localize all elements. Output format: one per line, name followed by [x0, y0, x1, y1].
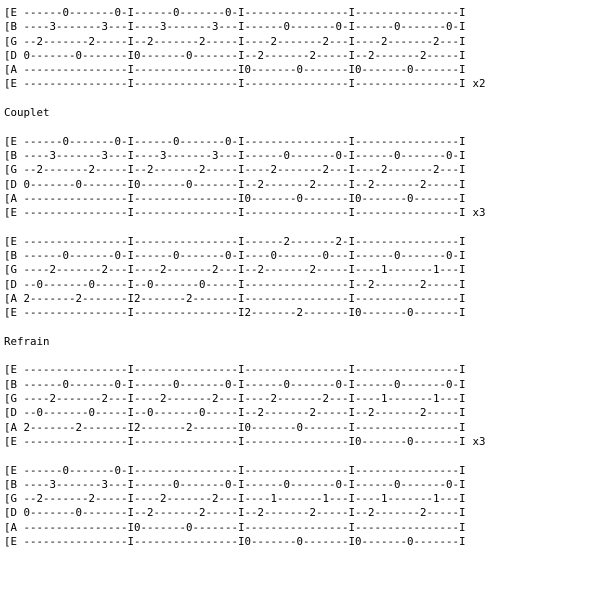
tab-string-text: [A ----------------I----------------I0-------0-------I0-------0-------I: [4, 191, 466, 205]
tab-staff: [4, 464, 486, 550]
tab-string-text: [A 2-------2-------I2-------2-------I----------------I----------------I: [4, 291, 466, 305]
tab-string-text: [E ----------------I----------------I----------------I----------------I: [4, 206, 466, 220]
tab-string-line: [4, 292, 486, 306]
repeat-marker: x3: [472, 206, 486, 220]
tab-string-text: [G --2-------2-----I--2-------2-----I----2-------2---I----2-------2---I: [4, 34, 466, 48]
tab-string-text: [D 0-------0-------I0-------0-------I--2-------2-----I--2-------2-----I: [4, 177, 466, 191]
tab-string-line: [4, 363, 486, 377]
tab-string-text: [D 0-------0-------I0-------0-------I--2-------2-----I--2-------2-----I: [4, 48, 466, 62]
tab-string-line: [4, 435, 486, 449]
tab-string-line: [4, 464, 486, 478]
tab-string-line: [4, 49, 486, 63]
tab-string-text: [D --0-------0-----I--0-------0-----I--2-------2-----I--2-------2-----I: [4, 406, 466, 420]
tab-string-text: [B ----3-------3---I----3-------3---I------0-------0-I------0-------0-I: [4, 20, 466, 34]
tab-string-text: [A ----------------I----------------I0-------0-------I0-------0-------I: [4, 63, 466, 77]
blank-line: [4, 449, 486, 463]
tab-string-text: [E ----------------I----------------I0-------0-------I0-------0-------I: [4, 534, 466, 548]
tab-string-text: [G ----2-------2---I----2-------2---I----2-------2---I----1-------1---I: [4, 392, 466, 406]
tab-string-text: [E ----------------I----------------I----------------I----------------I: [4, 363, 466, 377]
tab-string-line: [4, 421, 486, 435]
tab-string-text: [A 2-------2-------I2-------2-------I0-------0-------I----------------I: [4, 420, 466, 434]
tab-string-text: [B ----3-------3---I------0-------0-I------0-------0-I------0-------0-I: [4, 477, 466, 491]
tab-string-line: [4, 35, 486, 49]
tab-string-line: [4, 135, 486, 149]
tab-string-text: [E ------0-------0-I----------------I----------------I----------------I: [4, 463, 466, 477]
tab-string-line: [4, 163, 486, 177]
tab-string-text: [G --2-------2-----I--2-------2-----I----2-------2---I----2-------2---I: [4, 163, 466, 177]
tab-string-line: [4, 306, 486, 320]
tablature-document: [4, 6, 486, 549]
tab-string-line: [4, 521, 486, 535]
tab-string-line: [4, 63, 486, 77]
tab-staff: [4, 6, 486, 92]
tab-staff: [4, 135, 486, 221]
tab-string-text: [E ------0-------0-I------0-------0-I----------------I----------------I: [4, 134, 466, 148]
tab-string-line: [4, 263, 486, 277]
blank-line: [4, 92, 486, 106]
tab-string-text: [E ----------------I----------------I----------------I0-------0-------I: [4, 434, 466, 448]
tab-string-text: [E ----------------I----------------I------2-------2-I----------------I: [4, 234, 466, 248]
tab-string-line: [4, 178, 486, 192]
tab-string-text: [E ----------------I----------------I2-------2-------I0-------0-------I: [4, 306, 466, 320]
tab-string-text: [E ----------------I----------------I----------------I----------------I: [4, 77, 466, 91]
tab-string-line: [4, 235, 486, 249]
tab-string-line: [4, 535, 486, 549]
tab-string-line: [4, 77, 486, 91]
section-heading: Couplet: [4, 106, 50, 120]
tab-string-text: [A ----------------I0-------0-------I----------------I----------------I: [4, 520, 466, 534]
blank-line: [4, 120, 486, 134]
tab-string-line: [4, 378, 486, 392]
tab-string-text: [G ----2-------2---I----2-------2---I--2-------2-----I----1-------1---I: [4, 263, 466, 277]
tab-staff: [4, 235, 486, 321]
tab-string-line: [4, 206, 486, 220]
tab-string-text: [G --2-------2-----I----2-------2---I----1-------1---I----1-------1---I: [4, 492, 466, 506]
tab-staff: [4, 363, 486, 449]
section-heading: Refrain: [4, 334, 50, 348]
tab-string-text: [B ------0-------0-I------0-------0-I------0-------0-I------0-------0-I: [4, 377, 466, 391]
tab-string-text: [D 0-------0-------I--2-------2-----I--2-------2-----I--2-------2-----I: [4, 506, 466, 520]
tab-string-line: [4, 249, 486, 263]
blank-line: [4, 321, 486, 335]
tab-string-line: [4, 149, 486, 163]
tab-string-line: [4, 406, 486, 420]
tab-string-text: [E ------0-------0-I------0-------0-I----------------I----------------I: [4, 6, 466, 19]
tab-string-line: [4, 492, 486, 506]
tab-string-line: [4, 506, 486, 520]
tab-string-line: [4, 192, 486, 206]
tab-string-line: [4, 6, 486, 20]
blank-line: [4, 220, 486, 234]
tab-string-line: [4, 278, 486, 292]
tab-string-text: [D --0-------0-----I--0-------0-----I----------------I--2-------2-----I: [4, 277, 466, 291]
tab-string-line: [4, 392, 486, 406]
blank-line: [4, 349, 486, 363]
tab-string-line: [4, 20, 486, 34]
tab-string-line: [4, 478, 486, 492]
repeat-marker: x2: [472, 77, 486, 91]
tab-string-text: [B ------0-------0-I------0-------0-I----0-------0---I------0-------0-I: [4, 249, 466, 263]
repeat-marker: x3: [472, 434, 486, 448]
tab-string-text: [B ----3-------3---I----3-------3---I------0-------0-I------0-------0-I: [4, 148, 466, 162]
